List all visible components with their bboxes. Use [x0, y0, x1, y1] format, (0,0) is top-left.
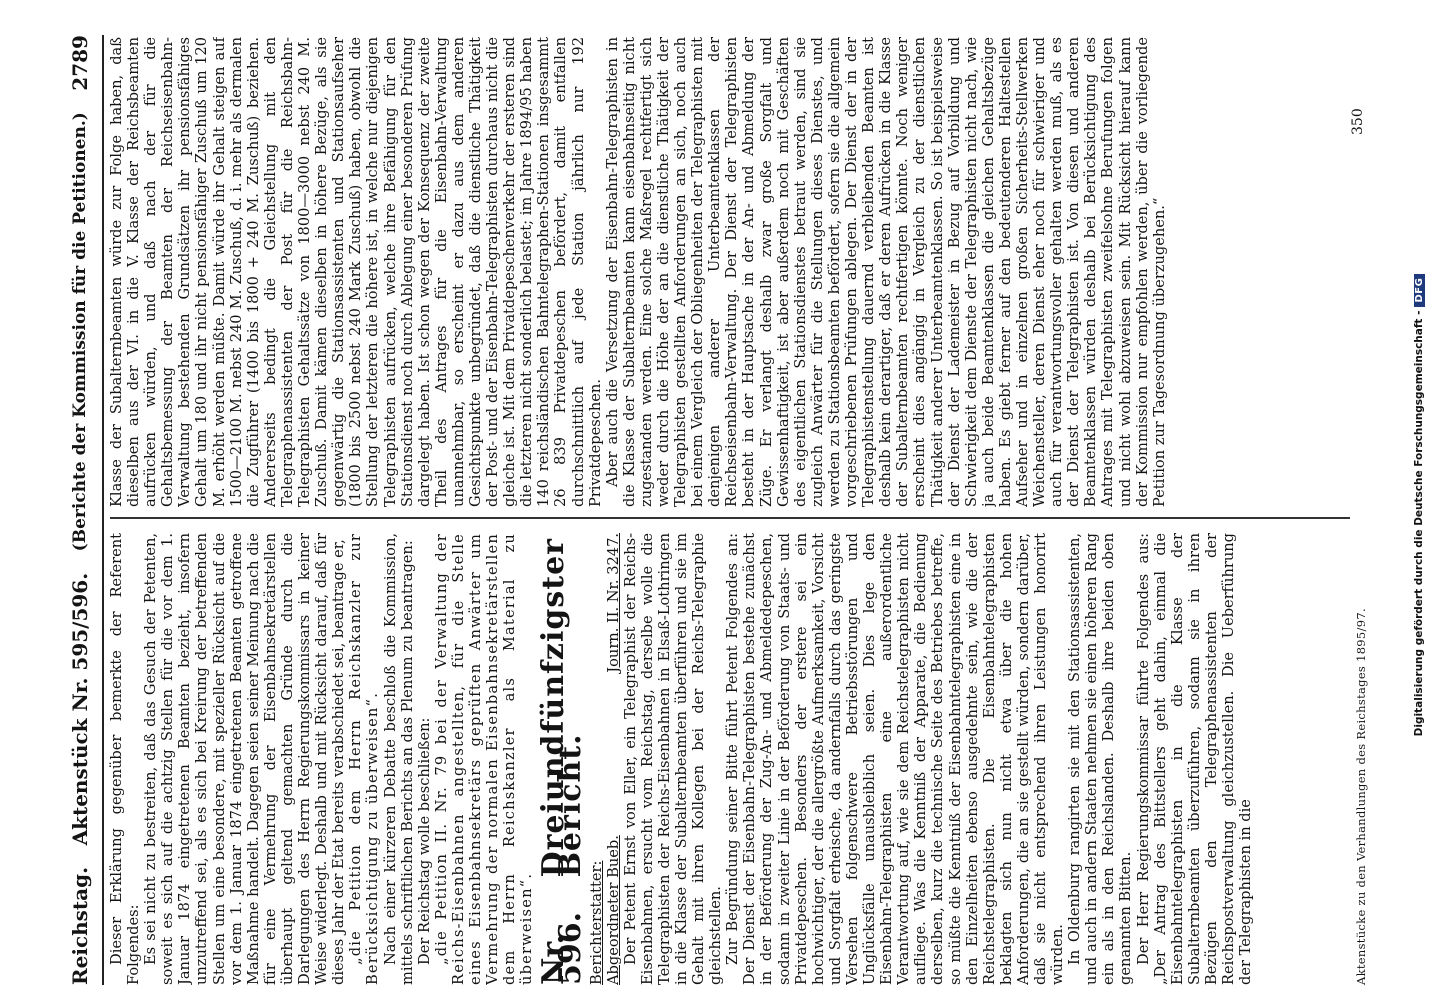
- reporter-line: [588, 533, 605, 985]
- footnote: Aktenstücke zu den Verhandlungen des Reichstages 1895/97.: [1354, 608, 1368, 985]
- quoted-motion: „die Petition II. Nr. 79 bei der Verwaltung der Reichs-Eisenbahnen angestellten, für die Stelle eines Eisenbahnsekretärs geprüften Anwärter um Vermehrung der normalen Eisenbahnsekretärstellen dem Herrn Reichskanzler als Material zu überweisen“.: [432, 533, 536, 985]
- journal-number: Journ. II. Nr. 3247.: [604, 533, 622, 673]
- digitization-credit: [1410, 25, 1428, 985]
- paragraph: Aber auch die Versetzung der Eisenbahn-Telegraphisten in die Klasse der Subalternbeamten kann eisenbahnseitig nicht zugestanden werden. Eine solche Maßregel rechtfertigt sich weder durch die Höhe der an die dienstliche Thätigkeit der Telegraphisten gestellten Anforderungen an sich, noch auch bei einem Vergleich der Obliegenheiten der Telegraphisten mit denjenigen anderer Unterbeamtenklassen der Reichseisenbahn-Verwaltung. Der Dienst der Telegraphisten besteht in der Hauptsache in der An- und Abmeldung der Züge. Er verlangt deshalb zwar große Sorgfalt und Gewissenhaftigkeit, ist aber außerdem noch mit Geschäften des eigentlichen Stationsdienstes betraut werden, sind sie zugleich Anwärter für die Stellungen dieses Dienstes, und werden zu Stationsbeamten befördert, sofern sie die allgemein vorgeschriebenen Prüfungen ablegen. Der Dienst der in der Telegraphistenstellung dauernd verbleibenden Beamten ist deshalb kein derartiger, daß er deren Aufrücken in die Klasse der Subalternbeamten rechtfertigen könnte. Noch weniger erscheint dies angängig in Vergleich zu der dienstlichen Thätigkeit anderer Unterbeamtenklassen. So ist beispielsweise der Dienst der Lademeister in Bezug auf Vorbildung und Schwierigkeit dem Dienste der Telegraphisten nicht nach, wie ja auch beide Beamtenklassen die gleichen Gehaltsbezüge haben. Es giebt ferner auf den bedeutenderen Haltestellen Aufseher und in einzelnen großen Sicherheits-Stellwerken Weichensteller, deren Dienst eher noch für schwieriger und auch für verantwortungsvoller gehalten werden muß, als es der Dienst der Telegraphisten ist. Von diesen und anderen Beamtenklassen würden deshalb bei Berücksichtigung des Antrages mit Telegraphisten zweifelsohne Berufungen folgen und nicht wohl abzuweisen sein. Mit Rücksicht hierauf kann der Kommission nur empfohlen werden, über die vorliegende Petition zur Tagesordnung überzugehen.“: [603, 37, 1168, 507]
- paragraph: In Oldenburg rangirten sie mit den Stationsassistenten, und auch in andern Staaten nehmen sie einen höheren Rang ein als in den Reichslanden. Deshalb ihre beiden oben genannten Bitten.: [1066, 533, 1135, 985]
- left-column: [108, 533, 1353, 985]
- running-header: [60, 35, 100, 985]
- paragraph: Zur Begründung seiner Bitte führt Petent Folgendes an: Der Dienst der Eisenbahn-Telegraphisten bestehe zunächst in der Beförderung der Zug-An- und Abmeldedepeschen, sodann in zweiter Linie in der Beförderung von Staats- und Privatdepeschen. Besonders der erstere sei ein hochwichtiger, der die allergrößte Aufmerksamkeit, Vorsicht und Sorgfalt erheische, da andernfalls durch das geringste Versehen folgenschwere Betriebsstörungen und Unglücksfälle unausbleiblich seien. Dies lege den Eisenbahn-Telegraphisten eine außerordentliche Verantwortung auf, wie sie dem Reichstelegraphisten nicht aufliege. Was die Kenntniß der Apparate, die Bedienung derselben, kurz die technische Seite des Betriebes betreffe, so müßte die Kenntniß der Eisenbahntelegraphisten eine in den Einzelheiten ebenso ausgedehnte sein, wie die der Reichstelegraphisten. Die Eisenbahntelegraphisten beklagten sich nun nicht etwa über die hohen Anforderungen, die an sie gestellt würden, sondern darüber, daß sie nicht entsprechend ihren Leistungen honorirt würden.: [724, 533, 1067, 985]
- paragraph: Es sei nicht zu bestreiten, daß das Gesuch der Petenten, soweit es sich auf die achtzig Stellen für die vor dem 1. Januar 1874 eingetretenen Beamten bezieht, insofern unzutreffend sei, als es sich bei Kreirung der betreffenden Stellen um eine besondere, mit spezieller Rücksicht auf die vor dem 1. Januar 1874 eingetretenen Beamten getroffene Maßnahme handelt. Dagegen seien seiner Meinung nach die für eine Vermehrung der Eisenbahnsekretärstellen überhaupt geltend gemachten Gründe durch die Darlegungen des Herrn Regierungskommissars in keiner Weise widerlegt. Deshalb und mit Rücksicht darauf, daß für dieses Jahr der Etat bereits verabschiedet sei, beantrage er,: [142, 533, 348, 985]
- right-column: [108, 37, 1353, 507]
- reporter-line-2: [605, 533, 622, 985]
- header-page-number: 2789: [68, 35, 92, 91]
- sheet-number: 350: [1350, 108, 1366, 135]
- paragraph: Der Reichstag wolle beschließen:: [415, 717, 433, 965]
- paragraph: Nach einer kürzeren Debatte beschloß die Kommission, mittels schriftlichen Berichts an das Plenum zu beantragen:: [381, 533, 416, 985]
- reporter-label: Berichterstatter:: [587, 860, 605, 985]
- header-aktenstueck: Aktenstück Nr. 595/596.: [68, 572, 92, 846]
- paragraph: Der Petent Ernst von Eller, ein Telegraphist der Reichs-Eisenbahnen, ersucht vom Reichstag, derselbe wolle die Telegraphisten der Reichs-Eisenbahnen in Elsaß-Lothringen in die Klasse der Subalternbeamten überführen und sie im Gehalt mit ihren Kollegen bei der Reichs-Telegraphie gleichstellen.: [621, 533, 725, 985]
- section-number: Nr. 596.: [536, 911, 589, 985]
- credit-text: Digitalisierung gefördert durch die Deutsche Forschungsgemeinschaft -: [1413, 310, 1425, 737]
- column-divider: [110, 518, 1350, 520]
- section-heading: [536, 533, 589, 985]
- printed-page: [60, 35, 1370, 985]
- reporter-name: Abgeordneter Bueb.: [604, 835, 622, 985]
- header-reichstag: Reichstag.: [68, 866, 92, 985]
- dfg-logo: DFG: [1414, 274, 1425, 307]
- paragraph: Klasse der Subalternbeamten würde zur Folge haben, daß dieselben aus der VI. in die V. Klasse der Reichsbeamten aufrücken würden, und daß nach der für die Gehaltsbemessung der Beamten der Reichseisenbahn-Verwaltung bestehenden Grundsätzen ihr pensionsfähiges Gehalt um 180 und ihr nicht pensionsfähiger Zuschuß um 120 M. erhöht werden müßte. Damit würde ihr Gehalt steigen auf 1500—2100 M. nebst 240 M. Zuschuß, d. i. mehr als dermalen die Zugführer (1400 bis 1800 + 240 M. Zuschuß) beziehen. Andererseits bedingt die Gleichstellung mit den Telegraphenassistenten der Post für die Reichsbahn-Telegraphisten Gehaltssätze von 1800—3000 nebst 240 M. Zuschuß. Damit kämen dieselben in höhere Bezüge, als sie gegenwärtig die Stationsassistenten und Stationsaufseher (1800 bis 2500 nebst 240 Mark Zuschuß) haben, obwohl die Stellung der letzteren die höhere ist, in welche nur diejenigen Telegraphisten aufrücken, welche ihre Befähigung für den Stationsdienst noch durch Ablegung einer besonderen Prüfung dargelegt haben. Ist schon wegen der Konsequenz der zweite Theil des Antrages für die Eisenbahn-Verwaltung unannehmbar, so erscheint er dazu aus dem anderen Gesichtspunkte unbegründet, daß die dienstliche Thätigkeit der Post- und der Eisenbahn-Telegraphisten durchaus nicht die gleiche ist. Mit dem Privatdepeschenverkehr der ersteren sind die letzteren nicht sonderlich belastet; im Jahre 1894/95 haben 140 reichsländischen Bahntelegraphen-Stationen insgesammt 26 839 Privatdepeschen befördert, damit entfallen durchschnittlich auf jede Station jährlich nur 192 Privatdepeschen.: [108, 37, 604, 507]
- header-rule: [102, 35, 104, 985]
- section-title: Dreiundfünfzigster Bericht.: [536, 538, 589, 878]
- header-section: (Berichte der Kommission für die Petitionen.): [70, 112, 90, 552]
- paragraph: Dieser Erklärung gegenüber bemerkte der Referent Folgendes:: [108, 533, 143, 985]
- quoted-motion: „die Petition dem Herrn Reichskanzler zur Berücksichtigung zu überweisen“.: [347, 533, 382, 985]
- paragraph: Der Herr Regierungskommissar führte Folgendes aus: „Der Antrag des Bittstellers geht dahin, einmal die Eisenbahntelegraphisten in die Klasse der Subalternbeamten überzuführen, sodann sie in ihren Bezügen den Telegraphenassistenten der Reichspostverwaltung gleichzustellen. Die Ueberführung der Telegraphisten in die: [1134, 533, 1255, 985]
